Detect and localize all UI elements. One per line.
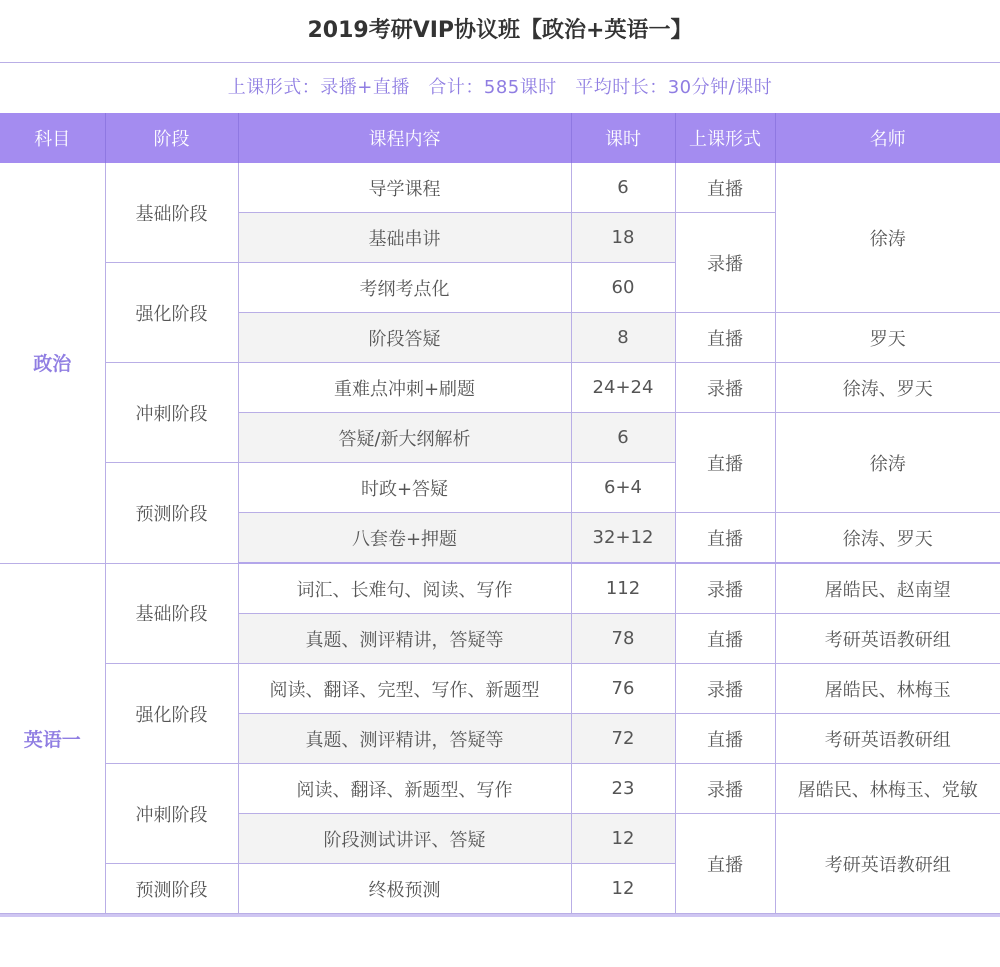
header-content: 课程内容	[238, 113, 571, 163]
format-cell: 直播	[675, 614, 775, 664]
hours-cell: 12	[571, 814, 675, 864]
content-cell: 词汇、长难句、阅读、写作	[238, 563, 571, 614]
hours-cell: 6	[571, 163, 675, 213]
course-summary: 上课形式：录播+直播 合计：585课时 平均时长：30分钟/课时	[227, 77, 773, 98]
header-stage: 阶段	[105, 113, 238, 163]
format-cell: 直播	[675, 714, 775, 764]
header-format: 上课形式	[675, 113, 775, 163]
content-cell: 阅读、翻译、新题型、写作	[238, 764, 571, 814]
hours-cell: 23	[571, 764, 675, 814]
stage-cell: 强化阶段	[105, 664, 238, 764]
teacher-cell: 屠皓民、赵南望	[775, 563, 1000, 614]
content-cell: 重难点冲刺+刷题	[238, 363, 571, 413]
table-row	[0, 664, 1000, 714]
content-cell: 阅读、翻译、完型、写作、新题型	[238, 664, 571, 714]
table-bottom-border	[0, 914, 1000, 917]
content-cell: 导学课程	[238, 163, 571, 213]
content-cell: 真题、测评精讲，答疑等	[238, 714, 571, 764]
subject-politics: 政治	[0, 163, 105, 563]
hours-cell: 18	[571, 213, 675, 263]
teacher-cell: 考研英语教研组	[775, 714, 1000, 764]
stage-cell: 冲刺阶段	[105, 764, 238, 864]
subject-english: 英语一	[0, 563, 105, 914]
hours-cell: 76	[571, 664, 675, 714]
content-cell: 阶段答疑	[238, 313, 571, 363]
format-cell: 直播	[675, 814, 775, 914]
header-hours: 课时	[571, 113, 675, 163]
teacher-cell: 徐涛、罗天	[775, 363, 1000, 413]
content-cell: 基础串讲	[238, 213, 571, 263]
table-row	[0, 764, 1000, 814]
hours-cell: 8	[571, 313, 675, 363]
format-cell: 录播	[675, 764, 775, 814]
teacher-cell: 考研英语教研组	[775, 814, 1000, 914]
format-cell: 录播	[675, 563, 775, 614]
format-cell: 直播	[675, 163, 775, 213]
content-cell: 真题、测评精讲，答疑等	[238, 614, 571, 664]
table-header-row	[0, 113, 1000, 163]
format-cell: 录播	[675, 363, 775, 413]
hours-cell: 72	[571, 714, 675, 764]
page-title: 2019考研VIP协议班【政治+英语一】	[0, 0, 1000, 63]
teacher-cell: 罗天	[775, 313, 1000, 363]
hours-cell: 6+4	[571, 463, 675, 513]
content-cell: 终极预测	[238, 864, 571, 914]
stage-cell: 预测阶段	[105, 864, 238, 914]
teacher-cell: 徐涛	[775, 413, 1000, 513]
hours-cell: 12	[571, 864, 675, 914]
stage-cell: 强化阶段	[105, 263, 238, 363]
course-table	[0, 113, 1000, 914]
teacher-cell: 徐涛	[775, 163, 1000, 313]
header-subject: 科目	[0, 113, 105, 163]
hours-cell: 32+12	[571, 513, 675, 564]
hours-cell: 24+24	[571, 363, 675, 413]
table-row	[0, 363, 1000, 413]
hours-cell: 60	[571, 263, 675, 313]
teacher-cell: 徐涛、罗天	[775, 513, 1000, 564]
hours-cell: 6	[571, 413, 675, 463]
content-cell: 答疑/新大纲解析	[238, 413, 571, 463]
header-teacher: 名师	[775, 113, 1000, 163]
format-cell: 直播	[675, 513, 775, 564]
format-cell: 录播	[675, 664, 775, 714]
format-cell: 直播	[675, 413, 775, 513]
table-row	[0, 563, 1000, 614]
stage-cell: 冲刺阶段	[105, 363, 238, 463]
stage-cell: 预测阶段	[105, 463, 238, 564]
format-cell: 录播	[675, 213, 775, 313]
content-cell: 阶段测试讲评、答疑	[238, 814, 571, 864]
teacher-cell: 考研英语教研组	[775, 614, 1000, 664]
content-cell: 时政+答疑	[238, 463, 571, 513]
teacher-cell: 屠皓民、林梅玉、党敏	[775, 764, 1000, 814]
content-cell: 八套卷+押题	[238, 513, 571, 564]
stage-cell: 基础阶段	[105, 163, 238, 263]
teacher-cell: 屠皓民、林梅玉	[775, 664, 1000, 714]
table-row	[0, 163, 1000, 213]
stage-cell: 基础阶段	[105, 563, 238, 664]
content-cell: 考纲考点化	[238, 263, 571, 313]
format-cell: 直播	[675, 313, 775, 363]
hours-cell: 112	[571, 563, 675, 614]
hours-cell: 78	[571, 614, 675, 664]
